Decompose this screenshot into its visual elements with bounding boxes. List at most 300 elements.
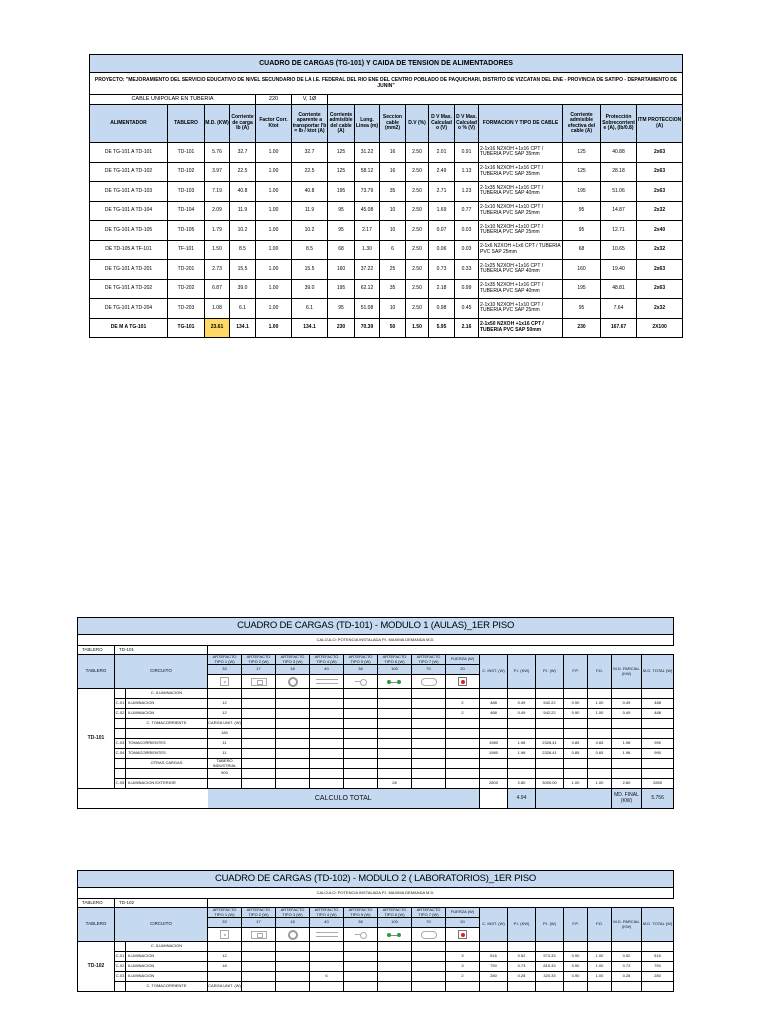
hdr-corriente-aparente: Corriente aparente a transportar I'b = Ib / ktot (A) [292,105,328,143]
calc-value [536,689,564,699]
cell-proteccion-sobrecorriente: 10.65 [601,240,637,260]
tablero-label: TABLERO [78,646,115,655]
calc-value [564,982,588,992]
spot-light-icon [412,675,446,689]
hdr-md-kw: M.D. (KW) [205,105,230,143]
calc-value: 2326.41 [536,749,564,759]
tipo-4-qty [310,952,344,962]
tipo-6-qty [378,952,412,962]
tipo-8-qty [446,942,480,952]
tipo-6-qty [378,962,412,972]
cell-dv-max-pct: 1.13 [455,162,479,182]
cell-md-kw: 5.76 [205,143,230,163]
tipo-5-qty [344,942,378,952]
tipo-1-qty: 12 [208,952,242,962]
cell-itm-proteccion: 2x32 [637,299,683,319]
cell-itm-proteccion: 2x63 [637,260,683,280]
circuit-code: C-03 [115,739,126,749]
tipo-2-watts: 17 [242,918,276,928]
tipo-1-qty: 12 [208,709,242,719]
tipo-8-qty [446,779,480,789]
calc-value [508,942,536,952]
hdr-tipo-3: ARTEFACTO TIPO 3 (W) [276,908,310,918]
tipo-4-qty [310,749,344,759]
calc-value: 1.98 [612,739,642,749]
circuit-name: ILUMINACION [126,962,208,972]
tipo-1-qty [208,942,242,952]
circuit-code [115,759,126,769]
tipo-3-qty [276,982,310,992]
voltage-value: 220 [256,95,292,105]
circuit-name: TOMACORRIENTES [126,739,208,749]
cell-tablero: TF-101 [168,240,205,260]
table-title: CUADRO DE CARGAS (TG-101) Y CAIDA DE TENSION DE ALIMENTADORES [90,55,683,73]
circuit-name [126,769,208,779]
hdr-fp: F.P. [564,908,588,942]
cell-longitud: 62.12 [355,279,380,299]
circuit-code [115,769,126,779]
calc-value: 990 [642,749,674,759]
cell-factor-corr: 1.00 [256,260,292,280]
cell-corriente-carga: 22.5 [230,162,256,182]
cell-seccion: 10 [380,201,406,221]
load-table-td102 [77,870,674,992]
calc-value: 0.90 [564,972,588,982]
circuit-code [115,689,126,699]
tipo-8-qty [446,689,480,699]
tipo-4-qty: 6 [310,972,344,982]
hdr-md-parcial: M.D. PARCIAL (KW) [612,908,642,942]
hdr-md-parcial: M.D. PARCIAL (KW) [612,655,642,689]
fuerza-watts: 20 [446,665,480,675]
calc-value [508,759,536,769]
cell-seccion: 10 [380,221,406,241]
hdr-tipo-1: ARTEFACTO TIPO 1 (W) [208,908,242,918]
tipo-8-qty [446,739,480,749]
table-row [90,201,683,221]
module1-subtitle: CALCULO: POTENCIA INSTALADA P.I. MAXIMA DEMANDA M.D. [78,635,674,646]
tipo-2-qty [242,952,276,962]
calc-value [508,769,536,779]
calc-value [480,982,508,992]
cell-corriente-carga: 15.5 [230,260,256,280]
tipo-4-qty [310,719,344,729]
cell-formacion-cable: 2-1x16 N2XOH +1x16 CPT / TUBERIA PVC SAP 35mm [479,162,563,182]
calc-value [642,719,674,729]
tablero-value: TD-102 [115,899,208,908]
hdr-fd: F.D. [588,655,612,689]
calc-value: 0.49 [612,699,642,709]
table-row [78,689,674,699]
tipo-1-qty: TABERO INDUSTRIAL [208,759,242,769]
total-corriente-efectiva: 230 [563,318,601,338]
cell-itm-proteccion: 2x63 [637,182,683,202]
cell-corriente-admisible: 68 [328,240,355,260]
calc-value [564,719,588,729]
cell-formacion-cable: 2-1x25 N2XOH +1x16 CPT / TUBERIA PVC SAP 40mm [479,260,563,280]
calc-value: 0.73 [508,962,536,972]
circuit-code [115,729,126,739]
cell-longitud: 73.79 [355,182,380,202]
calc-value: 1.00 [564,779,588,789]
ring-light-icon [276,928,310,942]
power-outlet-icon [446,928,480,942]
cell-seccion: 25 [380,260,406,280]
cell-factor-corr: 1.00 [256,221,292,241]
calc-value: 1.00 [588,952,612,962]
tipo-1-qty [208,689,242,699]
tipo-6-qty [378,942,412,952]
calc-value: 1.00 [588,962,612,972]
tipo-7-qty [412,759,446,769]
calc-value [508,729,536,739]
total-proteccion-sobrecorriente: 167.67 [601,318,637,338]
calc-value [536,729,564,739]
cell-corriente-aparente: 15.5 [292,260,328,280]
total-alimentador: DE M A TG-101 [90,318,168,338]
tipo-3-qty [276,779,310,789]
hdr-tipo-5: ARTEFACTO TIPO 5 (W) [344,655,378,665]
calc-value [612,769,642,779]
calc-value: 0.65 [588,749,612,759]
calc-value: 516 [480,952,508,962]
cell-seccion: 6 [380,240,406,260]
tipo-3-qty [276,942,310,952]
cell-corriente-efectiva: 95 [563,201,601,221]
cell-formacion-cable: 2-1x10 N2XOH +1x10 CPT / TUBERIA PVC SAP 25mm [479,299,563,319]
calc-value [536,942,564,952]
cell-corriente-admisible: 125 [328,143,355,163]
calc-value: 488 [642,709,674,719]
header-row [90,105,683,143]
calc-value: 0.28 [612,972,642,982]
cell-dv-max-pct: 0.45 [455,299,479,319]
cell-proteccion-sobrecorriente: 28.18 [601,162,637,182]
tipo-1-qty: 180 [208,729,242,739]
hdr-tipo-6: ARTEFACTO TIPO 6 (W) [378,908,412,918]
tipo-4-qty [310,759,344,769]
total-md-kw: 23.61 [205,318,230,338]
circuit-code [115,719,126,729]
cell-corriente-efectiva: 160 [563,260,601,280]
tipo-1-qty: 18 [208,962,242,972]
calc-value [642,769,674,779]
calc-value [536,982,564,992]
hdr-fuerza: FUERZA (W) [446,655,480,665]
cell-factor-corr: 1.00 [256,162,292,182]
total-dv-pct: 1.50 [406,318,429,338]
tipo-2-qty [242,769,276,779]
cell-formacion-cable: 2-1x35 N2XOH +1x16 CPT / TUBERIA PVC SAP 40mm [479,182,563,202]
hdr-tipo-7: ARTEFACTO TIPO 7 (W) [412,655,446,665]
cell-md-kw: 1.79 [205,221,230,241]
tipo-2-qty [242,942,276,952]
cell-corriente-aparente: 6.1 [292,299,328,319]
calc-value: 2.80 [508,779,536,789]
cell-corriente-aparente: 10.2 [292,221,328,241]
tipo-4-qty [310,729,344,739]
tipo-7-qty [412,739,446,749]
hdr-tablero: TABLERO [168,105,205,143]
calc-value [564,769,588,779]
calc-value: 0.65 [588,739,612,749]
cell-corriente-aparente: 22.5 [292,162,328,182]
hdr-corriente-admisible: Corriente admisible del cable (A) [328,105,355,143]
tipo-6-qty: 28 [378,779,412,789]
cell-corriente-carga: 11.9 [230,201,256,221]
cell-itm-proteccion: 2x63 [637,143,683,163]
calc-value: 1.98 [508,739,536,749]
calc-value: 280 [480,972,508,982]
tipo-2-qty [242,719,276,729]
calc-value: 0.85 [564,749,588,759]
circuit-name: ILUMINACION [126,699,208,709]
cell-factor-corr: 1.00 [256,201,292,221]
cell-dv-max-v: 2.01 [429,143,455,163]
cell-corriente-efectiva: 195 [563,182,601,202]
fuerza-watts: 20 [446,918,480,928]
tablero-value: TD-101 [115,646,208,655]
calc-value: 0.90 [564,699,588,709]
circuit-code: C-02 [115,709,126,719]
total-tablero: TG-101 [168,318,205,338]
hdr-md-total: M.D. TOTAL (W) [642,908,674,942]
calc-value [564,942,588,952]
md-final-label: MD. FINAL (KW) [612,789,642,809]
cell-corriente-carga: 40.8 [230,182,256,202]
calc-value [612,689,642,699]
wall-light-icon [344,675,378,689]
cell-md-kw: 3.97 [205,162,230,182]
hdr-tipo-7: ARTEFACTO TIPO 7 (W) [412,908,446,918]
tipo-4-qty [310,769,344,779]
load-table-td101 [77,617,674,809]
tipo-5-qty [344,759,378,769]
cell-dv-pct: 2.50 [406,260,429,280]
cell-alimentador: DE TG-101 A TD-105 [90,221,168,241]
tipo-1-qty: CARGA UNIT. (W) [208,719,242,729]
hdr-fd: F.D. [588,908,612,942]
table-row [78,972,674,982]
tipo-8-qty [446,749,480,759]
tipo-8-qty [446,982,480,992]
total-corriente-aparente: 134.1 [292,318,328,338]
cell-formacion-cable: 2-1x6 N2XOH +1x6 CPT / TUBERIA PVC SAP 25mm [479,240,563,260]
tipo-3-qty [276,759,310,769]
calc-value [480,759,508,769]
cell-dv-max-v: 2.18 [429,279,455,299]
tipo-1-qty: 11 [208,749,242,759]
calc-value [480,942,508,952]
calc-value [564,759,588,769]
cell-tablero: TD-101 [168,143,205,163]
cell-dv-max-v: 0.98 [429,299,455,319]
hdr-corriente-carga: Corriente de carga Ib (A) [230,105,256,143]
cell-corriente-admisible: 195 [328,279,355,299]
downlight-icon [208,928,242,942]
hdr-factor-corr: Factor Corr. Ktot [256,105,292,143]
cell-dv-pct: 2.50 [406,201,429,221]
calc-value: 0.52 [612,952,642,962]
calc-value [564,729,588,739]
tipo-1-qty: 12 [208,699,242,709]
tipo-5-qty [344,952,378,962]
cell-dv-pct: 2.50 [406,162,429,182]
calc-value [612,759,642,769]
cell-factor-corr: 1.00 [256,240,292,260]
calc-value: 750 [480,962,508,972]
table-row [78,982,674,992]
circuit-name: ILUMINACION [126,972,208,982]
cell-alimentador: DE TG-101 A TD-104 [90,201,168,221]
total-longitud: 70.39 [355,318,380,338]
tipo-6-qty [378,699,412,709]
cell-corriente-carga: 6.1 [230,299,256,319]
calc-value: 815.33 [536,962,564,972]
power-outlet-icon [446,675,480,689]
emergency-light-icon [378,928,412,942]
cell-tablero: TD-201 [168,260,205,280]
cell-proteccion-sobrecorriente: 48.81 [601,279,637,299]
cell-dv-max-pct: 0.33 [455,260,479,280]
cell-dv-max-pct: 0.03 [455,221,479,241]
cell-factor-corr: 1.00 [256,182,292,202]
tipo-1-watts: 33 [208,665,242,675]
tipo-7-qty [412,769,446,779]
total-factor-corr: 1.00 [256,318,292,338]
tipo-8-qty [446,729,480,739]
calc-value [536,719,564,729]
tipo-6-qty [378,769,412,779]
tipo-8-qty [446,759,480,769]
tipo-3-qty [276,739,310,749]
total-seccion: 50 [380,318,406,338]
circuit-name: C. ILUMINACION [126,689,208,699]
calc-value: 0.73 [612,962,642,972]
table-row [78,729,674,739]
hdr-tipo-4: ARTEFACTO TIPO 4 (W) [310,908,344,918]
calc-value: 1980 [480,749,508,759]
hdr-pi-kw: P.I. (KW) [508,655,536,689]
tipo-3-watts: 18 [276,918,310,928]
table-row [90,240,683,260]
cell-corriente-efectiva: 95 [563,299,601,319]
cell-seccion: 35 [380,182,406,202]
circuit-name: OTRAS CARGAS [126,759,208,769]
tipo-2-watts: 17 [242,665,276,675]
cell-tablero: TD-105 [168,221,205,241]
hdr-tipo-4: ARTEFACTO TIPO 4 (W) [310,655,344,665]
calc-value: 542.22 [536,699,564,709]
tipo-4-qty [310,779,344,789]
td-name: TD-101 [78,689,115,789]
cell-corriente-efectiva: 195 [563,279,601,299]
circuit-code [115,982,126,992]
tipo-3-qty [276,709,310,719]
cell-dv-max-pct: 0.03 [455,240,479,260]
cell-longitud: 1.30 [355,240,380,260]
cell-md-kw: 1.08 [205,299,230,319]
hdr-alimentador: ALIMENTADOR [90,105,168,143]
tipo-5-qty [344,709,378,719]
tipo-7-qty [412,952,446,962]
cell-longitud: 37.22 [355,260,380,280]
calc-value [588,982,612,992]
calc-value [642,689,674,699]
calc-value [536,769,564,779]
tipo-7-qty [412,972,446,982]
tipo-6-qty [378,982,412,992]
tipo-5-qty [344,739,378,749]
cell-corriente-admisible: 125 [328,162,355,182]
tipo-4-qty [310,689,344,699]
tipo-8-qty: 3 [446,962,480,972]
tipo-4-watts: 40 [310,918,344,928]
cell-corriente-admisible: 195 [328,182,355,202]
tipo-6-qty [378,749,412,759]
cell-dv-max-v: 0.07 [429,221,455,241]
panel-light-icon [242,928,276,942]
hdr-tipo-1: ARTEFACTO TIPO 1 (W) [208,655,242,665]
table-row [90,221,683,241]
tipo-8-qty: 2 [446,699,480,709]
calc-value: 542.22 [536,709,564,719]
cell-md-kw: 6.87 [205,279,230,299]
tipo-6-qty [378,729,412,739]
circuit-code: C-02 [115,962,126,972]
tipo-2-qty [242,962,276,972]
calc-value: 1.00 [588,709,612,719]
tipo-7-qty [412,962,446,972]
calc-value [480,719,508,729]
cell-corriente-efectiva: 125 [563,162,601,182]
circuit-name: ILUMINACION [126,952,208,962]
tipo-5-watts: 38 [344,918,378,928]
total-corriente-admisible: 230 [328,318,355,338]
cell-proteccion-sobrecorriente: 51.06 [601,182,637,202]
tipo-3-qty [276,962,310,972]
cell-tablero: TD-202 [168,279,205,299]
table-row [78,699,674,709]
hdr-pi-w: P.I. (W) [536,655,564,689]
calc-value: 488 [642,699,674,709]
hdr-circuito: CIRCUITO [115,908,208,942]
cell-dv-max-v: 0.73 [429,260,455,280]
tipo-7-qty [412,749,446,759]
table-row [90,299,683,319]
tipo-4-qty [310,739,344,749]
tipo-4-qty [310,699,344,709]
cell-factor-corr: 1.00 [256,299,292,319]
calc-value: 1.98 [508,749,536,759]
wall-light-icon [344,928,378,942]
cell-proteccion-sobrecorriente: 14.87 [601,201,637,221]
calc-value: 0.90 [564,709,588,719]
cell-formacion-cable: 2-1x16 N2XOH +1x16 CPT / TUBERIA PVC SAP 35mm [479,143,563,163]
calc-value [480,689,508,699]
cell-dv-pct: 2.50 [406,299,429,319]
tipo-8-qty [446,719,480,729]
tipo-5-qty [344,689,378,699]
cell-alimentador: DE TG-101 A TD-103 [90,182,168,202]
tipo-7-qty [412,689,446,699]
cell-alimentador: DE TG-101 A TD-202 [90,279,168,299]
calc-value [588,769,612,779]
tipo-7-watts: 70 [412,918,446,928]
tipo-8-qty: 2 [446,709,480,719]
calc-value [642,759,674,769]
tipo-3-qty [276,699,310,709]
